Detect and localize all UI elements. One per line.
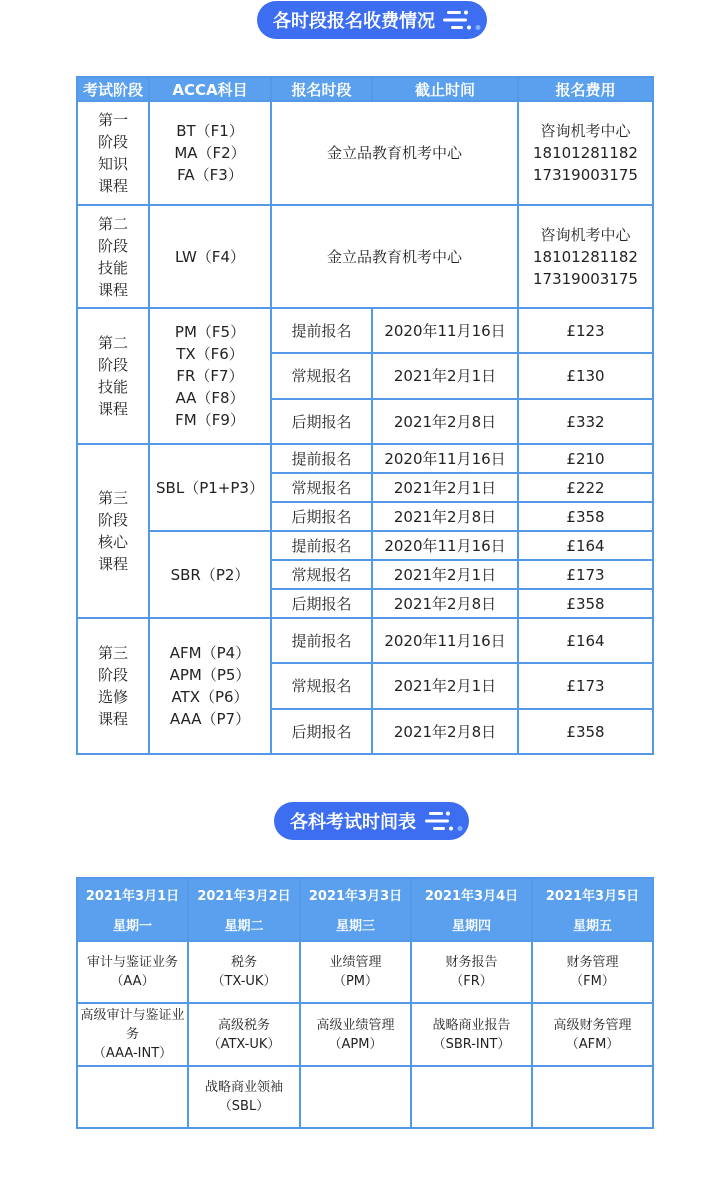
fee-cell: £358 — [518, 502, 653, 531]
table-row — [77, 1003, 653, 1066]
fee-cell: £164 — [518, 618, 653, 663]
fee-cell: £210 — [518, 444, 653, 473]
deadline-cell: 2021年2月1日 — [372, 353, 518, 399]
exam-cell — [411, 1066, 532, 1128]
weekday-cell: 星期二 — [188, 909, 300, 941]
header-subject: ACCA科目 — [149, 77, 271, 101]
fee-table — [76, 76, 654, 755]
decorative-lines-icon — [425, 809, 465, 833]
table-row — [77, 444, 653, 473]
subject-cell: SBL（P1+P3） — [149, 444, 271, 531]
table-row — [77, 618, 653, 663]
date-cell: 2021年3月4日 — [411, 878, 532, 909]
section-title-schedule-text: 各科考试时间表 — [290, 812, 416, 833]
schedule-table — [76, 877, 654, 1129]
table-row — [77, 1066, 653, 1128]
period-cell: 后期报名 — [271, 399, 372, 444]
exam-cell: 高级业绩管理 （APM） — [300, 1003, 411, 1066]
section-title-fees-text: 各时段报名收费情况 — [273, 11, 435, 32]
date-cell: 2021年3月1日 — [77, 878, 188, 909]
fee-cell: £222 — [518, 473, 653, 502]
consult-cell: 咨询机考中心 18101281182 17319003175 — [518, 101, 653, 205]
subject-cell: SBR（P2） — [149, 531, 271, 618]
date-cell: 2021年3月3日 — [300, 878, 411, 909]
stage-cell: 第二 阶段 技能 课程 — [77, 205, 149, 308]
subject-cell: BT（F1） MA（F2） FA（F3） — [149, 101, 271, 205]
deadline-cell: 2021年2月1日 — [372, 560, 518, 589]
stage-cell: 第一 阶段 知识 课程 — [77, 101, 149, 205]
exam-cell: 高级审计与鉴证业 务 （AAA-INT） — [77, 1003, 188, 1066]
period-cell: 常规报名 — [271, 353, 372, 399]
exam-cell: 税务 （TX-UK） — [188, 941, 300, 1003]
consult-cell: 咨询机考中心 18101281182 17319003175 — [518, 205, 653, 308]
exam-cell — [532, 1066, 653, 1128]
exam-cell: 财务报告 （FR） — [411, 941, 532, 1003]
fee-cell: £173 — [518, 663, 653, 709]
exam-cell: 业绩管理 （PM） — [300, 941, 411, 1003]
exam-cell: 战略商业报告 （SBR-INT） — [411, 1003, 532, 1066]
weekday-row — [77, 909, 653, 941]
period-cell: 常规报名 — [271, 473, 372, 502]
deadline-cell: 2021年2月8日 — [372, 589, 518, 618]
header-period: 报名时段 — [271, 77, 372, 101]
period-cell: 常规报名 — [271, 663, 372, 709]
subject-cell: PM（F5） TX（F6） FR（F7） AA（F8） FM（F9） — [149, 308, 271, 444]
exam-cell: 高级财务管理 （AFM） — [532, 1003, 653, 1066]
date-cell: 2021年3月5日 — [532, 878, 653, 909]
deadline-cell: 2021年2月1日 — [372, 663, 518, 709]
stage-cell: 第二 阶段 技能 课程 — [77, 308, 149, 444]
date-cell: 2021年3月2日 — [188, 878, 300, 909]
fee-cell: £173 — [518, 560, 653, 589]
deadline-cell: 2020年11月16日 — [372, 308, 518, 353]
table-row — [77, 205, 653, 308]
section-title-schedule — [274, 802, 469, 840]
period-cell: 常规报名 — [271, 560, 372, 589]
deadline-cell: 2021年2月8日 — [372, 709, 518, 754]
subject-cell: LW（F4） — [149, 205, 271, 308]
header-deadline: 截止时间 — [372, 77, 518, 101]
weekday-cell: 星期四 — [411, 909, 532, 941]
exam-cell: 战略商业领袖 （SBL） — [188, 1066, 300, 1128]
period-cell: 提前报名 — [271, 444, 372, 473]
fee-cell: £123 — [518, 308, 653, 353]
header-stage: 考试阶段 — [77, 77, 149, 101]
fee-cell: £358 — [518, 589, 653, 618]
subject-cell: AFM（P4） APM（P5） ATX（P6） AAA（P7） — [149, 618, 271, 754]
exam-cell: 财务管理 （FM） — [532, 941, 653, 1003]
decorative-lines-icon — [443, 8, 483, 32]
deadline-cell: 2020年11月16日 — [372, 531, 518, 560]
section-title-fees — [257, 1, 487, 39]
header-fee: 报名费用 — [518, 77, 653, 101]
exam-cell: 审计与鉴证业务 （AA） — [77, 941, 188, 1003]
table-row — [77, 941, 653, 1003]
date-row — [77, 878, 653, 909]
fee-table-header — [77, 77, 653, 101]
deadline-cell: 2020年11月16日 — [372, 618, 518, 663]
period-cell: 提前报名 — [271, 308, 372, 353]
weekday-cell: 星期三 — [300, 909, 411, 941]
exam-cell — [77, 1066, 188, 1128]
period-cell: 后期报名 — [271, 502, 372, 531]
fee-cell: £130 — [518, 353, 653, 399]
period-cell: 提前报名 — [271, 618, 372, 663]
table-row — [77, 531, 653, 560]
deadline-cell: 2021年2月8日 — [372, 502, 518, 531]
period-cell: 提前报名 — [271, 531, 372, 560]
center-cell: 金立品教育机考中心 — [271, 205, 518, 308]
stage-cell: 第三 阶段 选修 课程 — [77, 618, 149, 754]
fee-cell: £358 — [518, 709, 653, 754]
table-row — [77, 308, 653, 353]
weekday-cell: 星期五 — [532, 909, 653, 941]
table-row — [77, 101, 653, 205]
deadline-cell: 2020年11月16日 — [372, 444, 518, 473]
deadline-cell: 2021年2月8日 — [372, 399, 518, 444]
fee-cell: £164 — [518, 531, 653, 560]
weekday-cell: 星期一 — [77, 909, 188, 941]
exam-cell — [300, 1066, 411, 1128]
period-cell: 后期报名 — [271, 589, 372, 618]
period-cell: 后期报名 — [271, 709, 372, 754]
stage-cell: 第三 阶段 核心 课程 — [77, 444, 149, 618]
fee-cell: £332 — [518, 399, 653, 444]
deadline-cell: 2021年2月1日 — [372, 473, 518, 502]
center-cell: 金立品教育机考中心 — [271, 101, 518, 205]
exam-cell: 高级税务 （ATX-UK） — [188, 1003, 300, 1066]
